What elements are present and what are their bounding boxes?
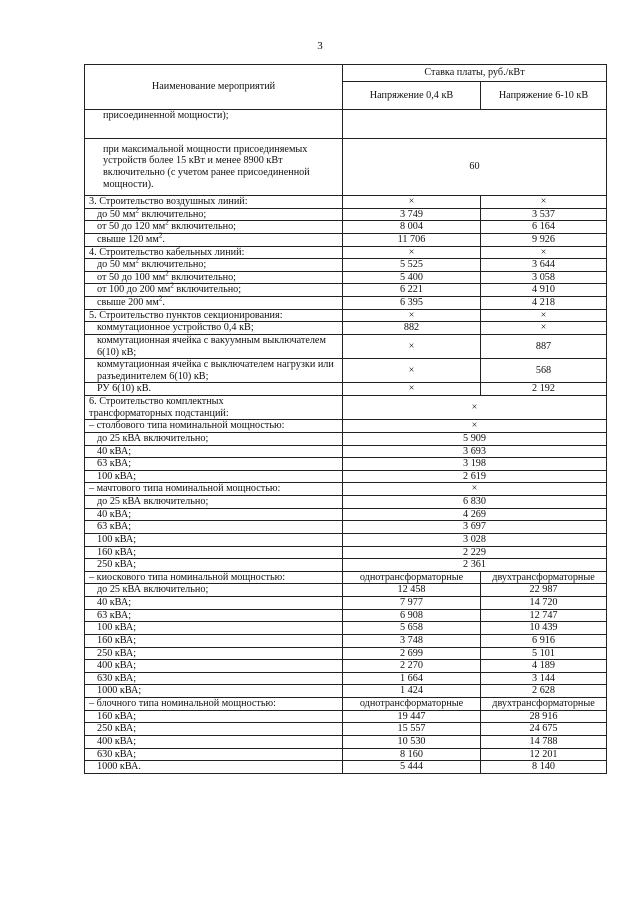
value-610: 6 164 — [481, 221, 607, 234]
table-row — [85, 647, 607, 660]
row-label: коммутационное устройство 0,4 кВ; — [85, 322, 343, 335]
value-04: 5 525 — [343, 259, 481, 272]
label-superscript: 2 — [170, 281, 174, 290]
row-label: 100 кВА; — [85, 470, 343, 483]
value-double-transformer: 5 101 — [481, 647, 607, 660]
table-row — [85, 622, 607, 635]
label-superscript: 2 — [165, 218, 169, 227]
table-row — [85, 685, 607, 698]
value-04: 11 706 — [343, 233, 481, 246]
row-label: до 25 кВА включительно; — [85, 432, 343, 445]
value-610: 2 192 — [481, 383, 607, 396]
value-04: 6 395 — [343, 297, 481, 310]
row-label: 40 кВА; — [85, 508, 343, 521]
section-title-row — [85, 309, 607, 322]
row-label: 160 кВА; — [85, 710, 343, 723]
column-double-transformer: двухтрансформаторные — [481, 571, 607, 584]
row-label: 160 кВА; — [85, 546, 343, 559]
max-power-row — [85, 139, 607, 196]
value-single-transformer: 1 424 — [343, 685, 481, 698]
value-610: 3 537 — [481, 208, 607, 221]
section-title: 4. Строительство кабельных линий: — [85, 246, 343, 259]
section-title-value: × — [343, 396, 607, 420]
row-label: 63 кВА; — [85, 458, 343, 471]
row-label: коммутационная ячейка с вакуумным выключателем 6(10) кВ; — [85, 334, 343, 358]
value-double-transformer: 22 987 — [481, 584, 607, 597]
label-text-suffix: включительно; — [168, 221, 237, 233]
value-double-transformer: 2 628 — [481, 685, 607, 698]
page-number: 3 — [317, 40, 323, 52]
row-label: 63 кВА; — [85, 609, 343, 622]
header-voltage-04: Напряжение 0,4 кВ — [343, 82, 481, 110]
table-row — [85, 735, 607, 748]
table-row — [85, 359, 607, 383]
table-row — [85, 748, 607, 761]
subsection-title: – киоскового типа номинальной мощностью: — [85, 571, 343, 584]
value-04: 6 221 — [343, 284, 481, 297]
row-label — [85, 271, 343, 284]
section-title-value-04: × — [343, 246, 481, 259]
row-value: 5 909 — [343, 432, 607, 445]
subsection-title-row — [85, 420, 607, 433]
table-row — [85, 521, 607, 534]
row-value: 4 269 — [343, 508, 607, 521]
label-text-suffix: . — [162, 297, 165, 308]
row-label — [85, 256, 343, 272]
table-row — [85, 761, 607, 774]
value-double-transformer: 3 144 — [481, 672, 607, 685]
label-text-suffix: включительно; — [138, 208, 207, 220]
value-double-transformer: 10 439 — [481, 622, 607, 635]
section-title-value-610: × — [481, 246, 607, 259]
row-value: 2 361 — [343, 559, 607, 572]
row-value: 2 229 — [343, 546, 607, 559]
subsection-title: – столбового типа номинальной мощностью: — [85, 420, 343, 433]
subsection-title-row — [85, 571, 607, 584]
row-label: 160 кВА; — [85, 634, 343, 647]
table-row — [85, 672, 607, 685]
row-value: 3 693 — [343, 445, 607, 458]
value-single-transformer: 7 977 — [343, 597, 481, 610]
table-row — [85, 432, 607, 445]
column-double-transformer: двухтрансформаторные — [481, 698, 607, 711]
value-single-transformer: 19 447 — [343, 710, 481, 723]
max-power-value: 60 — [343, 139, 607, 196]
table-row — [85, 470, 607, 483]
value-single-transformer: 15 557 — [343, 723, 481, 736]
section-title-row — [85, 246, 607, 259]
label-superscript: 2 — [158, 231, 163, 240]
table-row — [85, 233, 607, 246]
table-row — [85, 546, 607, 559]
value-single-transformer: 10 530 — [343, 735, 481, 748]
value-double-transformer: 8 140 — [481, 761, 607, 774]
row-label — [85, 294, 343, 310]
value-single-transformer: 2 270 — [343, 660, 481, 673]
value-double-transformer: 28 916 — [481, 710, 607, 723]
table-row — [85, 710, 607, 723]
value-610: 3 058 — [481, 271, 607, 284]
row-label: 250 кВА; — [85, 647, 343, 660]
subsection-title: – мачтового типа номинальной мощностью: — [85, 483, 343, 496]
row-label: 40 кВА; — [85, 445, 343, 458]
value-04: × — [343, 383, 481, 396]
rates-table — [84, 64, 607, 774]
label-superscript: 2 — [158, 294, 163, 303]
subsection-title-row — [85, 483, 607, 496]
value-double-transformer: 14 720 — [481, 597, 607, 610]
row-label: 630 кВА; — [85, 672, 343, 685]
table-row — [85, 221, 607, 234]
row-value: 3 028 — [343, 533, 607, 546]
value-610: 887 — [481, 334, 607, 358]
header-rate: Ставка платы, руб./кВт — [343, 65, 607, 82]
continuation-empty — [343, 110, 607, 139]
value-single-transformer: 8 160 — [343, 748, 481, 761]
row-label: 400 кВА; — [85, 735, 343, 748]
table-row — [85, 297, 607, 310]
label-text-suffix: включительно; — [173, 284, 242, 296]
table-row — [85, 458, 607, 471]
table-row — [85, 584, 607, 597]
value-04: × — [343, 359, 481, 383]
table-row — [85, 660, 607, 673]
label-superscript: 2 — [135, 256, 139, 265]
table-row — [85, 322, 607, 335]
row-label: 250 кВА; — [85, 559, 343, 572]
label-text: до 50 мм — [97, 259, 136, 271]
column-single-transformer: однотрансформаторные — [343, 698, 481, 711]
value-04: 5 400 — [343, 271, 481, 284]
max-power-text: при максимальной мощности присоединяемых устройств более 15 кВт и менее 8900 кВт включительно (с учетом ранее присоединенной мощности). — [85, 139, 343, 196]
table-row — [85, 496, 607, 509]
table-row — [85, 508, 607, 521]
subsection-title-value: × — [343, 483, 607, 496]
value-double-transformer: 6 916 — [481, 634, 607, 647]
row-label: 100 кВА; — [85, 533, 343, 546]
label-text-suffix: включительно; — [168, 271, 237, 283]
value-single-transformer: 5 444 — [343, 761, 481, 774]
label-text-suffix: . — [162, 233, 165, 245]
value-double-transformer: 4 189 — [481, 660, 607, 673]
subsection-title: – блочного типа номинальной мощностью: — [85, 698, 343, 711]
value-single-transformer: 12 458 — [343, 584, 481, 597]
label-text: от 50 до 120 мм — [97, 221, 166, 233]
label-text: свыше 120 мм — [97, 233, 159, 245]
subsection-title-row — [85, 698, 607, 711]
value-610: 568 — [481, 359, 607, 383]
table-row — [85, 559, 607, 572]
row-label: 63 кВА; — [85, 521, 343, 534]
value-610: 9 926 — [481, 233, 607, 246]
section-title-row — [85, 396, 607, 420]
row-value: 6 830 — [343, 496, 607, 509]
table-row — [85, 533, 607, 546]
row-label: 40 кВА; — [85, 597, 343, 610]
continuation-text: присоединенной мощности); — [85, 110, 343, 139]
value-single-transformer: 2 699 — [343, 647, 481, 660]
row-label: 250 кВА; — [85, 723, 343, 736]
label-text-suffix: включительно; — [138, 259, 207, 271]
value-610: 3 644 — [481, 259, 607, 272]
row-label: до 25 кВА включительно; — [85, 584, 343, 597]
row-label: до 25 кВА включительно; — [85, 496, 343, 509]
row-label: коммутационная ячейка с выключателем нагрузки или разъединителем 6(10) кВ; — [85, 359, 343, 383]
label-superscript: 2 — [135, 206, 139, 215]
value-single-transformer: 3 748 — [343, 634, 481, 647]
row-label — [85, 208, 343, 221]
table-row — [85, 723, 607, 736]
value-double-transformer: 12 201 — [481, 748, 607, 761]
section-title-value-610: × — [481, 309, 607, 322]
subsection-title-value: × — [343, 420, 607, 433]
table-row — [85, 383, 607, 396]
value-610: 4 910 — [481, 284, 607, 297]
row-label: 630 кВА; — [85, 748, 343, 761]
header-activity: Наименование мероприятий — [85, 65, 343, 110]
table-row — [85, 334, 607, 358]
section-title-value-04: × — [343, 309, 481, 322]
value-double-transformer: 24 675 — [481, 723, 607, 736]
row-label: 100 кВА; — [85, 622, 343, 635]
value-610: 4 218 — [481, 297, 607, 310]
row-value: 3 697 — [343, 521, 607, 534]
row-label — [85, 233, 343, 246]
column-single-transformer: однотрансформаторные — [343, 571, 481, 584]
row-label: 1000 кВА; — [85, 685, 343, 698]
value-single-transformer: 1 664 — [343, 672, 481, 685]
table-row — [85, 208, 607, 221]
label-text: свыше 200 мм — [97, 297, 159, 308]
value-610: × — [481, 322, 607, 335]
row-label — [85, 281, 343, 297]
table-row — [85, 609, 607, 622]
header-voltage-610: Напряжение 6-10 кВ — [481, 82, 607, 110]
value-single-transformer: 6 908 — [343, 609, 481, 622]
label-text: от 100 до 200 мм — [97, 284, 171, 296]
value-double-transformer: 12 747 — [481, 609, 607, 622]
table-row — [85, 259, 607, 272]
table-row — [85, 284, 607, 297]
value-single-transformer: 5 658 — [343, 622, 481, 635]
row-label: РУ 6(10) кВ. — [85, 383, 343, 396]
row-label: 400 кВА; — [85, 660, 343, 673]
value-04: 882 — [343, 322, 481, 335]
table-row — [85, 597, 607, 610]
label-text: от 50 до 100 мм — [97, 271, 166, 283]
section-title: 3. Строительство воздушных линий: — [85, 196, 343, 209]
label-superscript: 2 — [165, 269, 169, 278]
section-title-value-04: × — [343, 196, 481, 209]
value-04: × — [343, 334, 481, 358]
table-row — [85, 634, 607, 647]
table-row — [85, 271, 607, 284]
row-value: 3 198 — [343, 458, 607, 471]
value-04: 8 004 — [343, 221, 481, 234]
row-label: 1000 кВА. — [85, 761, 343, 774]
section-title: 5. Строительство пунктов секционирования: — [85, 309, 343, 322]
header-row — [85, 65, 607, 82]
table-row — [85, 445, 607, 458]
value-double-transformer: 14 788 — [481, 735, 607, 748]
row-value: 2 619 — [343, 470, 607, 483]
continuation-row — [85, 110, 607, 139]
section-title-value-610: × — [481, 196, 607, 209]
label-text: до 50 мм — [97, 208, 136, 220]
section-title: 6. Строительство комплектных трансформаторных подстанций: — [85, 396, 343, 420]
value-04: 3 749 — [343, 208, 481, 221]
section-title-row — [85, 196, 607, 209]
row-label — [85, 218, 343, 234]
